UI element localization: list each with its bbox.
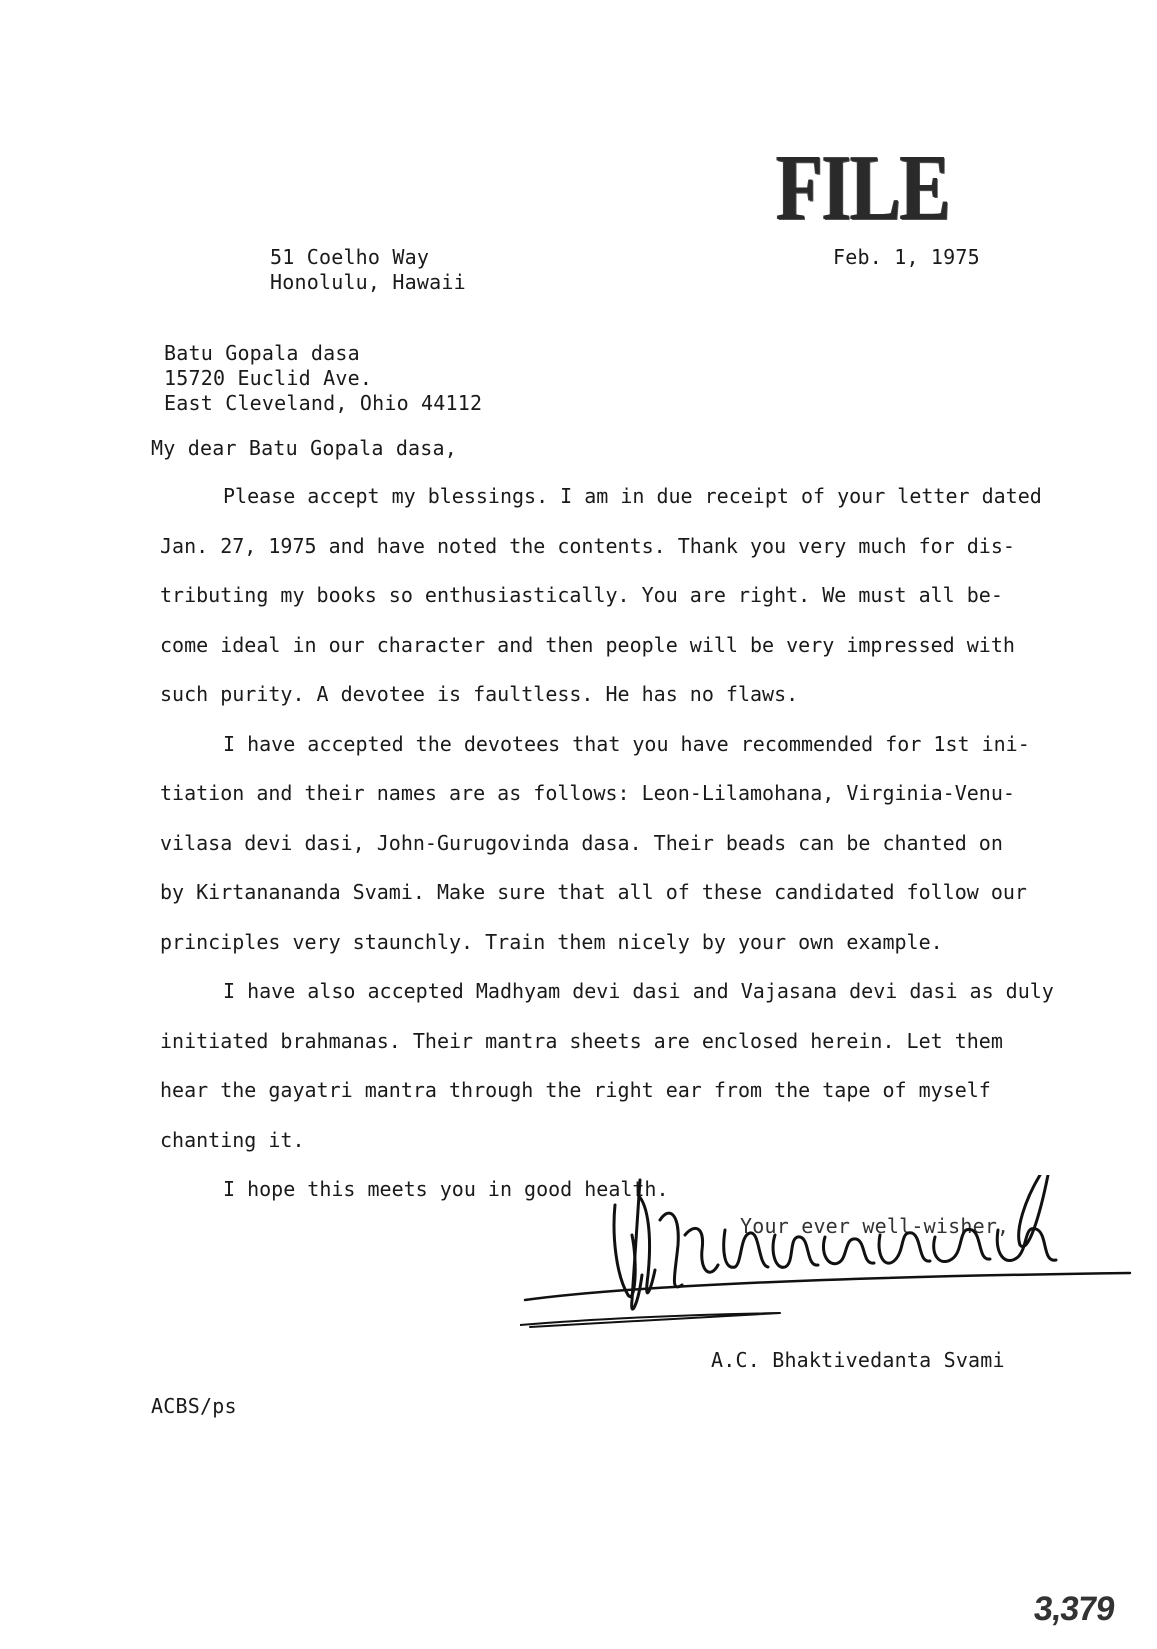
body-line: hear the gayatri mantra through the right ear from the tape of myself — [160, 1078, 991, 1102]
reference-initials: ACBS/ps — [151, 1394, 237, 1418]
letter-body — [160, 472, 1095, 1215]
salutation: My dear Batu Gopala dasa, — [151, 436, 458, 460]
body-line: I have also accepted Madhyam devi dasi and Vajasana devi dasi as duly — [223, 979, 1054, 1003]
document-number: 3,379 — [1031, 1590, 1117, 1628]
sender-address-line2: Honolulu, Hawaii — [270, 270, 466, 294]
letter-date: Feb. 1, 1975 — [833, 245, 980, 269]
body-line: initiated brahmanas. Their mantra sheets are enclosed herein. Let them — [160, 1028, 1003, 1053]
recipient-line2: 15720 Euclid Ave. — [164, 366, 373, 390]
body-line: tiation and their names are as follows: Leon-Lilamohana, Virginia-Venu- — [160, 781, 1015, 805]
sender-address — [270, 245, 466, 295]
handwritten-signature — [520, 1175, 1135, 1415]
body-line: Jan. 27, 1975 and have noted the contents. Thank you very much for dis- — [160, 533, 1015, 558]
body-line: tributing my books so enthusiastically. You are right. We must all be- — [160, 583, 1003, 607]
file-stamp: FILE — [776, 136, 950, 240]
recipient-line3: East Cleveland, Ohio 44112 — [164, 391, 483, 415]
body-paragraph — [160, 472, 1095, 720]
body-paragraph — [160, 720, 1095, 968]
body-line: such purity. A devotee is faultless. He has no flaws. — [160, 682, 799, 706]
signature-name: A.C. Bhaktivedanta Svami — [711, 1348, 1005, 1372]
recipient-line1: Batu Gopala dasa — [164, 341, 360, 365]
body-line: vilasa devi dasi, John-Gurugovinda dasa. Their beads can be chanted on — [160, 830, 1003, 855]
closing: Your ever well-wisher, — [740, 1214, 1010, 1238]
body-line: come ideal in our character and then people will be very impressed with — [160, 632, 1015, 657]
body-line: by Kirtanananda Svami. Make sure that all of these candidated follow our — [160, 880, 1027, 904]
body-line: I have accepted the devotees that you have recommended for 1st ini- — [223, 731, 1030, 756]
body-line: chanting it. — [160, 1127, 305, 1152]
body-line: principles very staunchly. Train them nicely by your own example. — [160, 929, 943, 954]
sender-address-line1: 51 Coelho Way — [270, 245, 430, 269]
body-line: Please accept my blessings. I am in due receipt of your letter dated — [223, 484, 1042, 508]
body-paragraph — [160, 967, 1095, 1165]
recipient-address — [164, 341, 482, 416]
body-line: I hope this meets you in good health. — [223, 1177, 669, 1201]
